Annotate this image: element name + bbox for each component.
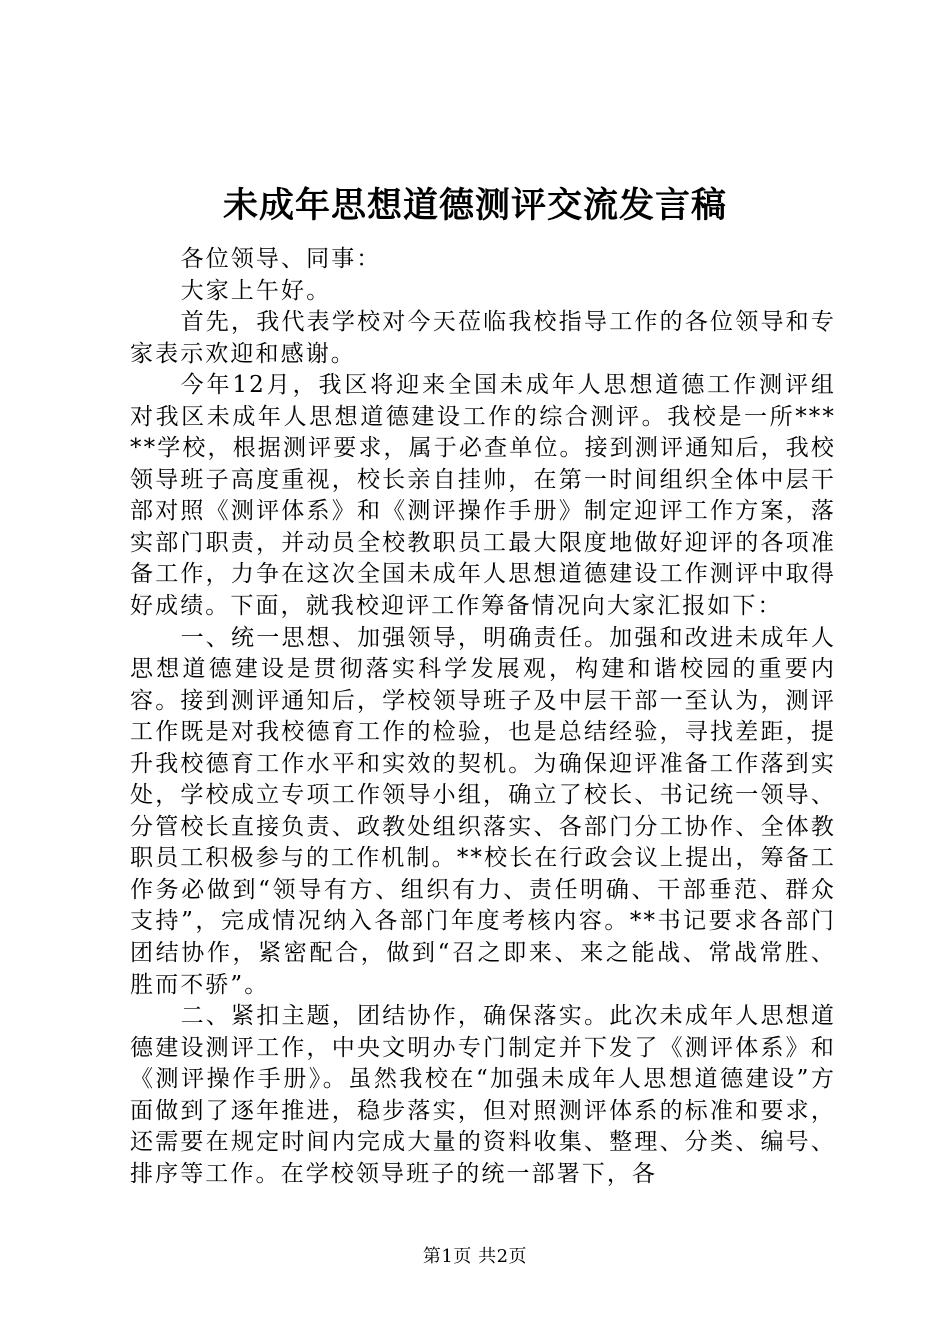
- paragraph-section-two: 二、紧扣主题，团结协作，确保落实。此次未成年人思想道德建设测评工作，中央文明办专门制定并下发了《测评体系》和《测评操作手册》。虽然我校在“加强未成年人思想道德建设”方面做到了逐年推进，稳步落实，但对照测评体系的标准和要求，还需要在规定时间内完成大量的资料收集、整理、分类、编号、排序等工作。在学校领导班子的统一部署下，各: [130, 1003, 836, 1187]
- salutation: 各位领导、同事：: [180, 246, 382, 272]
- document-title: 未成年思想道德测评交流发言稿: [222, 185, 727, 226]
- document-body: [130, 244, 836, 1190]
- paragraph-background: 今年12月，我区将迎来全国未成年人思想道德工作测评组对我区未成年人思想道德建设工作的综合测评。我校是一所*****学校，根据测评要求，属于必查单位。接到测评通知后，我校领导班子高度重视，校长亲自挂帅，在第一时间组织全体中层干部对照《测评体系》和《测评操作手册》制定迎评工作方案，落实部门职责，并动员全校教职员工最大限度地做好迎评的各项准备工作，力争在这次全国未成年人思想道德建设工作测评中取得好成绩。下面，就我校迎评工作筹备情况向大家汇报如下：: [130, 372, 836, 620]
- paragraph-welcome: 首先，我代表学校对今天莅临我校指导工作的各位领导和专家表示欢迎和感谢。: [130, 309, 836, 367]
- greeting: 大家上午好。: [180, 277, 332, 304]
- paragraph-section-one: 一、统一思想、加强领导，明确责任。加强和改进未成年人思想道德建设是贯彻落实科学发展观，构建和谐校园的重要内容。接到测评通知后，学校领导班子及中层干部一至认为，测评工作既是对我校德育工作的检验，也是总结经验，寻找差距，提升我校德育工作水平和实效的契机。为确保迎评准备工作落到实处，学校成立专项工作领导小组，确立了校长、书记统一领导、分管校长直接负责、政教处组织落实、各部门分工协作、全体教职员工积极参与的工作机制。**校长在行政会议上提出，筹备工作务必做到“领导有方、组织有力、责任明确、干部垂范、群众支持”，完成情况纳入各部门年度考核内容。**书记要求各部门团结协作，紧密配合，做到“召之即来、来之能战、常战常胜、胜而不骄”。: [130, 624, 836, 998]
- page-number: 第1页 共2页: [422, 1246, 528, 1267]
